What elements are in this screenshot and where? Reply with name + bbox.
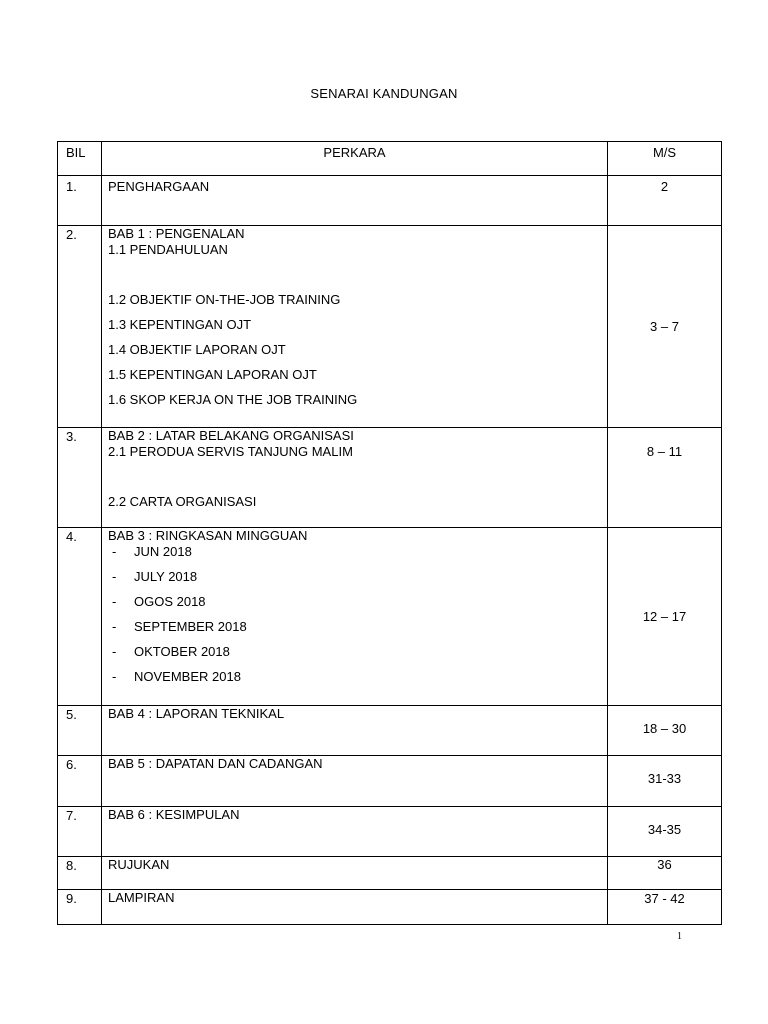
row-ms: 8 – 11 [608, 428, 722, 528]
row-line: BAB 6 : KESIMPULAN [108, 807, 240, 822]
table-row [58, 756, 722, 807]
row-bil: 9. [58, 890, 102, 925]
table-row [58, 807, 722, 857]
row-bil: 1. [58, 176, 102, 226]
row-line: 1.5 KEPENTINGAN LAPORAN OJT [108, 367, 317, 382]
row-bil: 6. [58, 756, 102, 807]
table-row [58, 428, 722, 528]
row-line: 1.6 SKOP KERJA ON THE JOB TRAINING [108, 392, 358, 407]
bullet-item [108, 619, 607, 644]
row-line: 1.3 KEPENTINGAN OJT [108, 317, 252, 332]
bullet-item [108, 594, 607, 619]
table-of-contents [57, 141, 722, 925]
row-perkara [102, 528, 608, 706]
row-line: 1.1 PENDAHULUAN [108, 242, 228, 257]
page-number: 1 [677, 931, 682, 942]
bullet-item [108, 644, 607, 669]
bullet-item [108, 544, 607, 569]
row-perkara [102, 706, 608, 756]
row-ms: 31-33 [608, 756, 722, 807]
row-bil: 3. [58, 428, 102, 528]
table-row [58, 226, 722, 428]
document-title: SENARAI KANDUNGAN [310, 86, 458, 101]
header-bil: BIL [58, 142, 102, 176]
table-header-row [58, 142, 722, 176]
row-perkara [102, 756, 608, 807]
bullet-dash: - [112, 669, 117, 684]
bullet-dash: - [112, 594, 117, 609]
row-ms: 12 – 17 [608, 528, 722, 706]
bullet-label: JULY 2018 [134, 569, 198, 584]
row-bil: 8. [58, 857, 102, 890]
row-line: BAB 5 : DAPATAN DAN CADANGAN [108, 756, 323, 771]
row-line: 2.1 PERODUA SERVIS TANJUNG MALIM [108, 444, 353, 459]
row-ms: 37 - 42 [608, 890, 722, 925]
table-row [58, 890, 722, 925]
row-ms: 18 – 30 [608, 706, 722, 756]
table-row [58, 176, 722, 226]
row-perkara [102, 226, 608, 428]
row-ms: 36 [608, 857, 722, 890]
bullet-label: NOVEMBER 2018 [134, 669, 241, 684]
table-row [58, 706, 722, 756]
row-line: BAB 3 : RINGKASAN MINGGUAN [108, 528, 308, 543]
row-line: LAMPIRAN [108, 890, 175, 905]
row-line: BAB 2 : LATAR BELAKANG ORGANISASI [108, 428, 354, 443]
row-line: RUJUKAN [108, 857, 170, 872]
row-bil: 4. [58, 528, 102, 706]
table-row [58, 528, 722, 706]
row-bil: 5. [58, 706, 102, 756]
row-perkara [102, 807, 608, 857]
bullet-dash: - [112, 619, 117, 634]
row-perkara [102, 890, 608, 925]
bullet-dash: - [112, 544, 117, 559]
bullet-label: JUN 2018 [134, 544, 192, 559]
bullet-item [108, 669, 607, 684]
bullet-label: OKTOBER 2018 [134, 644, 230, 659]
bullet-dash: - [112, 644, 117, 659]
row-ms: 3 – 7 [608, 226, 722, 428]
row-line: BAB 1 : PENGENALAN [108, 226, 245, 241]
row-line: 2.2 CARTA ORGANISASI [108, 494, 257, 509]
row-ms: 34-35 [608, 807, 722, 857]
row-line: 1.2 OBJEKTIF ON-THE-JOB TRAINING [108, 292, 341, 307]
row-perkara [102, 428, 608, 528]
bullet-label: OGOS 2018 [134, 594, 206, 609]
bullet-dash: - [112, 569, 117, 584]
row-line: BAB 4 : LAPORAN TEKNIKAL [108, 706, 285, 721]
row-bil: 7. [58, 807, 102, 857]
row-ms: 2 [608, 176, 722, 226]
row-perkara [102, 857, 608, 890]
row-perkara [102, 176, 608, 226]
bullet-label: SEPTEMBER 2018 [134, 619, 247, 634]
row-line: 1.4 OBJEKTIF LAPORAN OJT [108, 342, 286, 357]
header-perkara: PERKARA [102, 142, 608, 176]
bullet-item [108, 569, 607, 594]
table-row [58, 857, 722, 890]
header-ms: M/S [608, 142, 722, 176]
row-bil: 2. [58, 226, 102, 428]
row-line: PENGHARGAAN [108, 179, 210, 194]
